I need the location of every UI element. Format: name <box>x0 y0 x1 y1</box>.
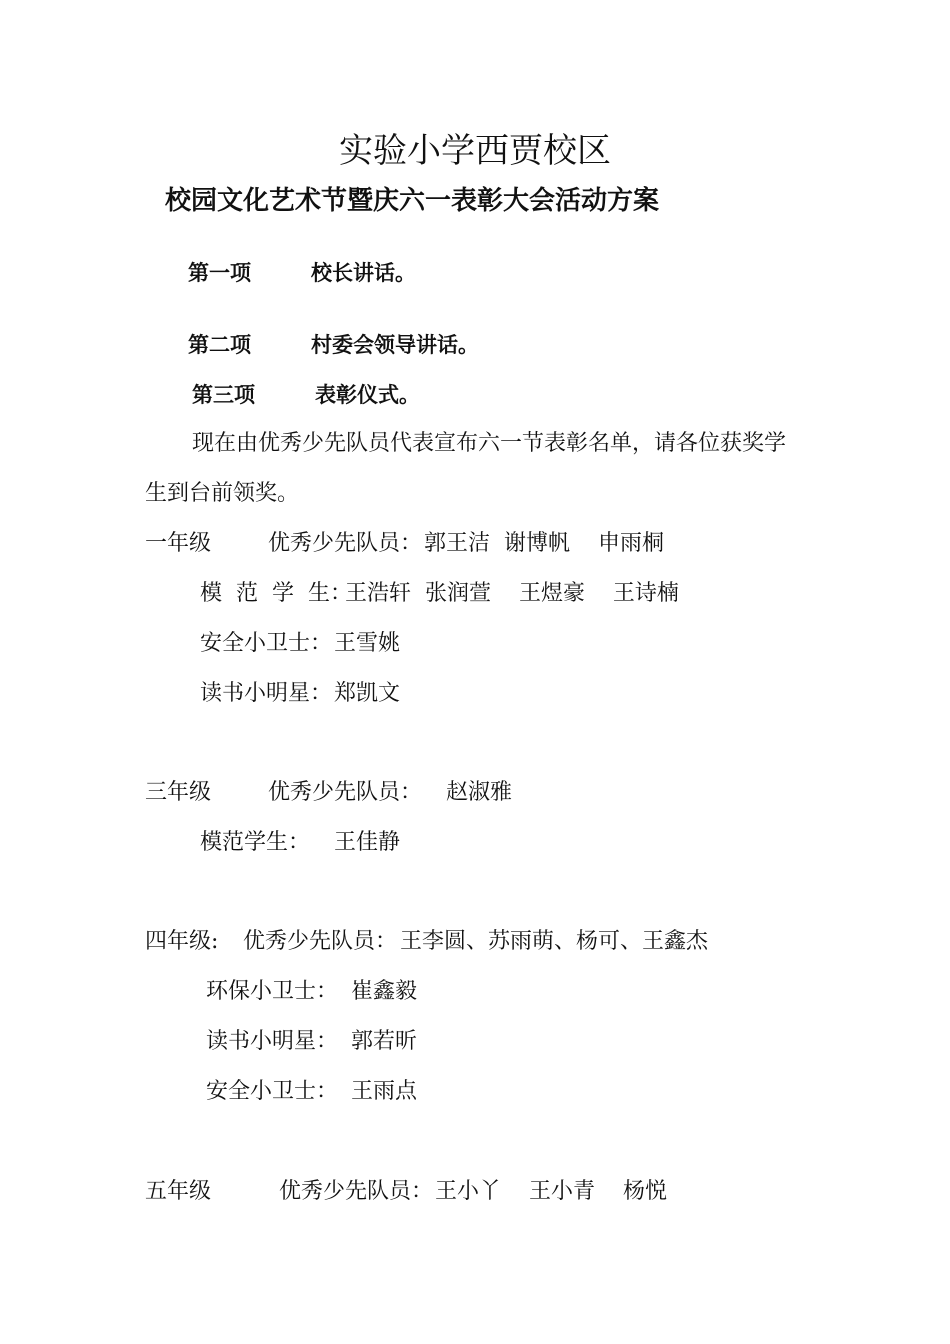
grade5-pioneer-names: 王小丫 王小青 杨悦 <box>435 1179 667 1204</box>
grade4-pioneer-label: 优秀少先队员： <box>243 929 398 954</box>
grade1-pioneer-names: 郭王洁 谢博帆 申雨桐 <box>424 531 664 556</box>
grade4-env-names: 崔鑫毅 <box>351 979 418 1004</box>
document-title: 实验小学西贾校区 <box>339 131 611 171</box>
grade1-safety-names: 王雪姚 <box>334 631 401 656</box>
grade4-reading-label: 读书小明星： <box>206 1029 339 1054</box>
program-item-1-content: 校长讲话。 <box>311 260 416 285</box>
grade1-safety-label: 安全小卫士： <box>200 631 333 656</box>
grade5-pioneer-label: 优秀少先队员： <box>279 1179 434 1204</box>
intro-line-2: 生到台前领奖。 <box>145 481 300 506</box>
grade3-pioneer-names: 赵淑雅 <box>446 780 513 805</box>
program-item-3-content: 表彰仪式。 <box>315 382 420 407</box>
grade1-model-label: 模 范 学 生： <box>200 581 352 606</box>
grade4-safety-names: 王雨点 <box>351 1079 418 1104</box>
grade3-pioneer-label: 优秀少先队员： <box>268 780 423 805</box>
intro-line-1: 现在由优秀少先队员代表宣布六一节表彰名单，请各位获奖学 <box>192 431 787 456</box>
grade1-reading-label: 读书小明星： <box>200 681 333 706</box>
document-subtitle: 校园文化艺术节暨庆六一表彰大会活动方案 <box>165 186 660 216</box>
program-item-1-label: 第一项 <box>188 260 251 285</box>
grade5-label: 五年级 <box>145 1179 212 1204</box>
grade4-label: 四年级: <box>145 929 219 954</box>
grade1-reading-names: 郑凯文 <box>334 681 401 706</box>
grade1-model-names: 王浩轩 张润萱 王煜豪 王诗楠 <box>345 581 679 606</box>
grade4-pioneer-names: 王李圆、苏雨萌、杨可、王鑫杰 <box>400 929 709 954</box>
grade3-label: 三年级 <box>145 780 212 805</box>
program-item-2-label: 第二项 <box>188 332 251 357</box>
grade1-label: 一年级 <box>145 531 212 556</box>
grade4-reading-names: 郭若昕 <box>351 1029 418 1054</box>
grade3-model-label: 模范学生： <box>200 830 311 855</box>
grade4-env-label: 环保小卫士： <box>206 979 339 1004</box>
grade4-safety-label: 安全小卫士： <box>206 1079 339 1104</box>
grade1-pioneer-label: 优秀少先队员： <box>268 531 423 556</box>
grade3-model-names: 王佳静 <box>334 830 401 855</box>
program-item-3-label: 第三项 <box>192 382 255 407</box>
program-item-2-content: 村委会领导讲话。 <box>311 332 479 357</box>
